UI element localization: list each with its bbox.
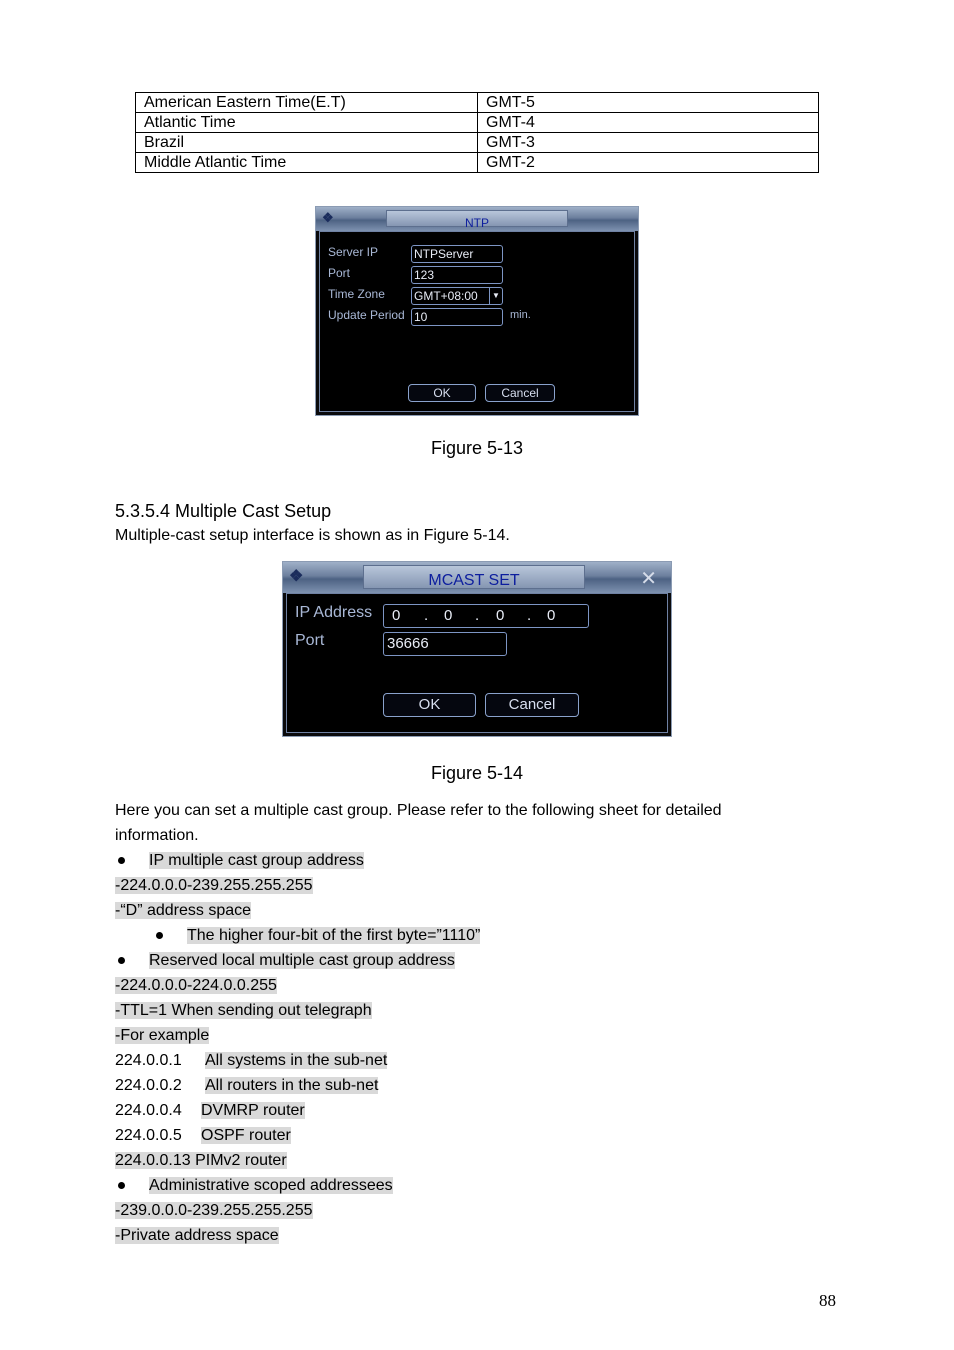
- paragraph: information.: [115, 827, 199, 844]
- bullet-icon: [118, 857, 125, 864]
- ip-octet-1: 0: [392, 607, 401, 624]
- server-ip-label: Server IP: [328, 245, 379, 259]
- bullet-icon: [118, 1182, 125, 1189]
- page-number: 88: [819, 1291, 836, 1310]
- figure-caption: Figure 5-13: [430, 438, 524, 458]
- example-description: All routers in the sub-net: [205, 1077, 379, 1094]
- time-zone-label: Time Zone: [328, 287, 385, 301]
- list-item: The higher four-bit of the first byte=”1110”: [187, 927, 481, 944]
- figure-caption: Figure 5-14: [430, 763, 524, 783]
- example-address: 224.0.0.2: [115, 1077, 182, 1094]
- ip-dot-icon: .: [527, 607, 532, 624]
- port-input[interactable]: 36666: [383, 632, 507, 656]
- cancel-button[interactable]: Cancel: [485, 693, 579, 717]
- logo-icon: ❖: [289, 568, 304, 585]
- dialog-body: [286, 593, 668, 733]
- list-item: -Private address space: [115, 1227, 279, 1244]
- table-cell: Middle Atlantic Time: [136, 153, 478, 173]
- paragraph: Here you can set a multiple cast group. Please refer to the following sheet for detailed: [115, 802, 722, 819]
- logo-icon: ❖: [322, 210, 334, 225]
- server-ip-input[interactable]: NTPServer: [411, 245, 503, 263]
- intro-text: Multiple-cast setup interface is shown as in Figure 5-14.: [115, 527, 510, 544]
- bullet-icon: [118, 957, 125, 964]
- update-period-label: Update Period: [328, 308, 405, 322]
- list-item: 224.0.0.13 PIMv2 router: [115, 1152, 287, 1169]
- ip-dot-icon: .: [475, 607, 480, 624]
- example-description: OSPF router: [201, 1127, 291, 1144]
- example-address: 224.0.0.1: [115, 1052, 182, 1069]
- table-cell: GMT-5: [478, 93, 819, 113]
- chevron-down-icon[interactable]: ▼: [489, 288, 502, 304]
- ok-button[interactable]: OK: [408, 384, 476, 402]
- list-item: Administrative scoped addressees: [149, 1177, 393, 1194]
- mcast-set-dialog: [282, 561, 672, 737]
- table-cell: Atlantic Time: [136, 113, 478, 133]
- table-cell: American Eastern Time(E.T): [136, 93, 478, 113]
- ip-dot-icon: .: [424, 607, 429, 624]
- list-item: -224.0.0.0-224.0.0.255: [115, 977, 277, 994]
- ip-address-input[interactable]: [383, 604, 589, 628]
- dialog-titlebar: [283, 562, 671, 593]
- list-item: -TTL=1 When sending out telegraph: [115, 1002, 372, 1019]
- port-label: Port: [295, 632, 325, 649]
- cancel-button[interactable]: Cancel: [485, 384, 555, 402]
- table-row: [136, 153, 819, 173]
- bullet-icon: [156, 932, 163, 939]
- ip-octet-3: 0: [496, 607, 505, 624]
- table-row: [136, 93, 819, 113]
- example-address: 224.0.0.5: [115, 1127, 182, 1144]
- example-description: All systems in the sub-net: [205, 1052, 388, 1069]
- table-cell: GMT-2: [478, 153, 819, 173]
- update-period-unit: min.: [510, 309, 531, 321]
- ntp-dialog: [315, 206, 639, 416]
- time-zone-value: GMT+08:00: [414, 289, 478, 303]
- ip-address-label: IP Address: [295, 604, 373, 621]
- time-zone-select[interactable]: [411, 287, 503, 305]
- list-item: -“D” address space: [115, 902, 252, 919]
- list-item: -224.0.0.0-239.255.255.255: [115, 877, 313, 894]
- dialog-title: NTP: [465, 216, 489, 230]
- list-item: Reserved local multiple cast group address: [149, 952, 455, 969]
- dialog-title: MCAST SET: [428, 572, 520, 589]
- example-description: DVMRP router: [201, 1102, 305, 1119]
- table-row: [136, 133, 819, 153]
- update-period-input[interactable]: 10: [411, 308, 503, 326]
- port-label: Port: [328, 266, 351, 280]
- ip-octet-2: 0: [444, 607, 453, 624]
- list-item: -239.0.0.0-239.255.255.255: [115, 1202, 313, 1219]
- ok-button[interactable]: OK: [383, 693, 476, 717]
- dialog-titlebar: [316, 207, 638, 231]
- table-cell: Brazil: [136, 133, 478, 153]
- list-item: -For example: [115, 1027, 210, 1044]
- table-cell: GMT-4: [478, 113, 819, 133]
- timezone-table: [135, 92, 819, 173]
- dialog-body: [319, 231, 635, 412]
- list-item: IP multiple cast group address: [149, 852, 364, 869]
- ip-octet-4: 0: [547, 607, 556, 624]
- example-address: 224.0.0.4: [115, 1102, 182, 1119]
- close-icon[interactable]: ✕: [640, 568, 657, 590]
- table-row: [136, 113, 819, 133]
- table-cell: GMT-3: [478, 133, 819, 153]
- section-title: 5.3.5.4 Multiple Cast Setup: [115, 501, 332, 521]
- port-input[interactable]: 123: [411, 266, 503, 284]
